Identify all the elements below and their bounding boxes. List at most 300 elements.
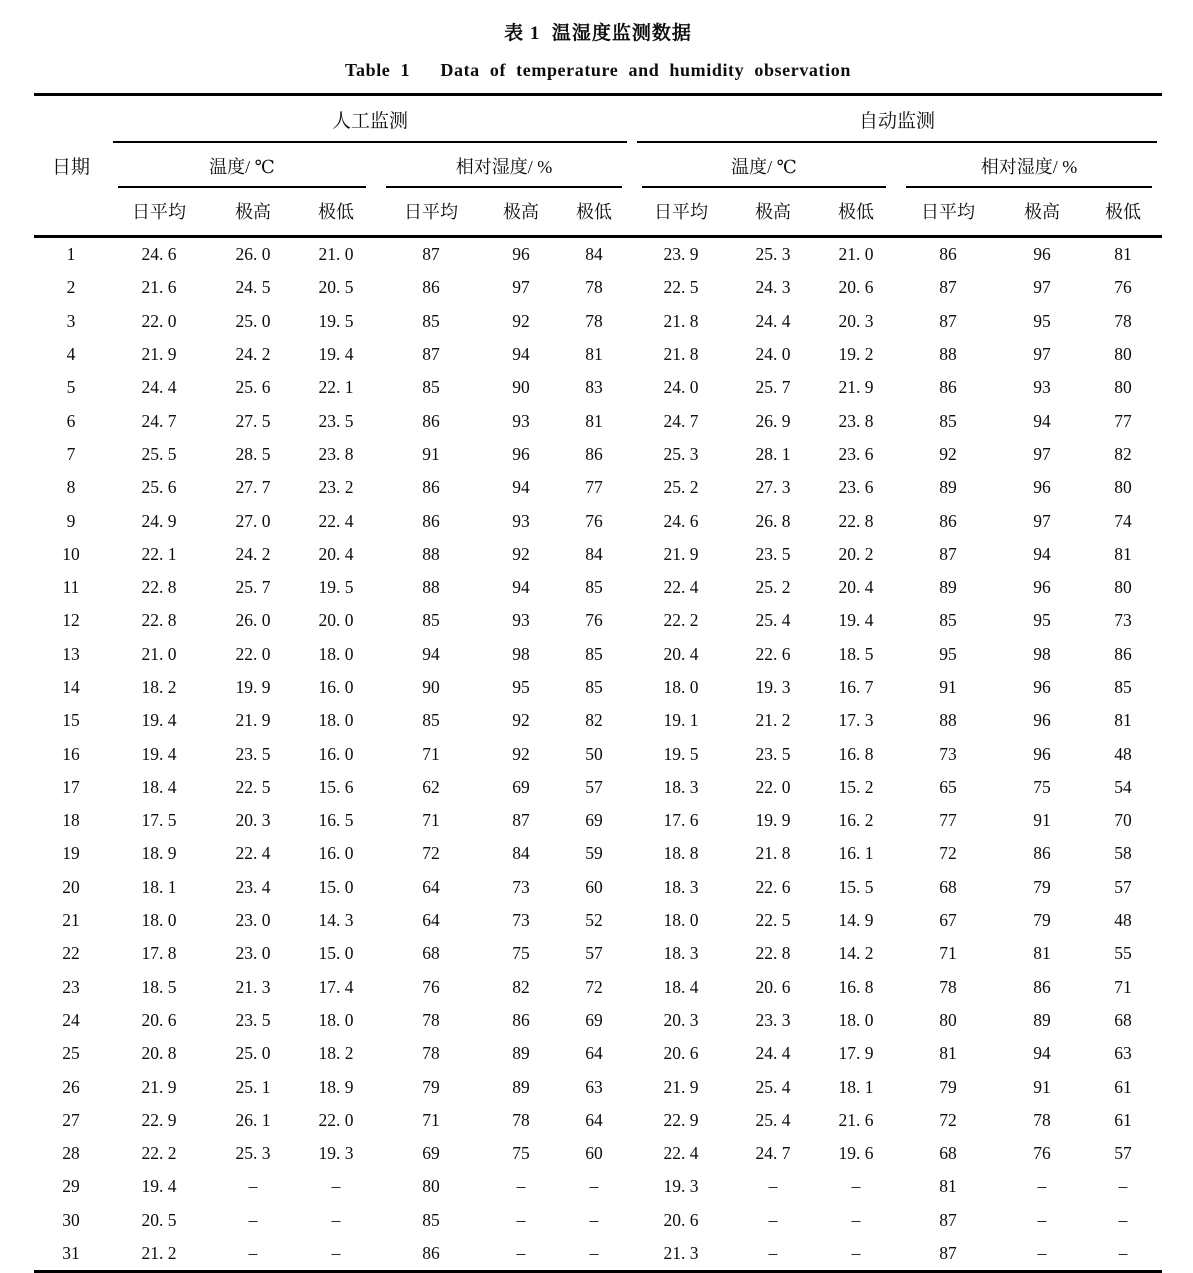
value-cell: 87 — [422, 244, 440, 265]
value-cell: 88 — [422, 543, 440, 564]
date-cell: 21 — [62, 910, 80, 931]
header-group-auto — [632, 95, 1162, 144]
value-cell: 86 — [939, 377, 957, 398]
value-cell: 62 — [422, 776, 440, 797]
value-cell: 89 — [512, 1043, 530, 1064]
value-cell: 78 — [939, 976, 957, 997]
value-cell: 24. 6 — [663, 510, 699, 531]
value-cell: 81 — [1114, 244, 1132, 265]
value-cell: 85 — [422, 377, 440, 398]
value-cell: 16. 0 — [318, 677, 354, 697]
value-cell: 18. 8 — [663, 843, 699, 864]
value-cell: 19. 2 — [838, 344, 874, 365]
value-cell: 21. 9 — [235, 710, 271, 731]
value-cell: 80 — [422, 1176, 440, 1197]
value-cell: 68 — [1114, 1009, 1132, 1030]
value-cell: 21. 0 — [318, 244, 354, 265]
value-cell: 93 — [512, 610, 530, 631]
header-leaf-max-auto-humidity: 极高 — [1024, 202, 1060, 222]
value-cell: 22. 5 — [235, 776, 271, 797]
value-cell: 25. 0 — [235, 310, 271, 331]
value-cell: 90 — [422, 677, 440, 697]
value-cell: 22. 0 — [318, 1109, 354, 1130]
value-cell: 23. 8 — [838, 410, 874, 431]
value-cell: 97 — [512, 277, 530, 298]
value-cell: 23. 4 — [235, 876, 271, 897]
value-cell: 17. 8 — [141, 943, 177, 964]
date-cell: 9 — [66, 510, 76, 531]
value-cell: 86 — [1114, 643, 1132, 664]
value-cell: 18. 0 — [838, 1009, 874, 1030]
table-row — [34, 404, 1162, 437]
date-cell: 14 — [62, 677, 80, 697]
value-cell: 63 — [1114, 1043, 1132, 1064]
value-cell: – — [248, 1209, 258, 1230]
value-cell: 57 — [1114, 1143, 1132, 1164]
value-cell: 21. 8 — [663, 344, 699, 365]
value-cell: 81 — [585, 410, 603, 431]
header-leaf-min-manual-humidity: 极低 — [576, 202, 612, 222]
value-cell: 48 — [1114, 910, 1132, 931]
value-cell: 19. 9 — [235, 677, 271, 697]
value-cell: 97 — [1033, 344, 1051, 365]
table-row — [34, 638, 1162, 671]
value-cell: 22. 4 — [663, 1143, 699, 1164]
value-cell: 23. 6 — [838, 477, 874, 498]
value-cell: 63 — [585, 1076, 603, 1097]
value-cell: 76 — [1114, 277, 1132, 298]
value-cell: 96 — [1033, 477, 1051, 498]
date-cell: 18 — [62, 810, 80, 831]
value-cell: 94 — [422, 643, 440, 664]
value-cell: 57 — [1114, 876, 1132, 897]
value-cell: 94 — [1033, 543, 1051, 564]
value-cell: 22. 8 — [755, 943, 791, 964]
value-cell: 87 — [422, 344, 440, 365]
value-cell: 18. 0 — [318, 710, 354, 731]
value-cell: 94 — [1033, 1043, 1051, 1064]
value-cell: 20. 3 — [663, 1009, 699, 1030]
value-cell: 79 — [422, 1076, 440, 1097]
value-cell: 89 — [939, 477, 957, 498]
value-cell: 86 — [1033, 843, 1051, 864]
value-cell: 25. 0 — [235, 1043, 271, 1064]
value-cell: 20. 4 — [838, 577, 874, 598]
value-cell: 68 — [422, 943, 440, 964]
value-cell: 27. 0 — [235, 510, 271, 531]
value-cell: 83 — [585, 377, 603, 398]
value-cell: 21. 9 — [838, 377, 874, 398]
value-cell: 86 — [422, 510, 440, 531]
value-cell: – — [331, 1243, 341, 1264]
header-leaf-avg-manual-humidity: 日平均 — [404, 202, 458, 222]
value-cell: 21. 2 — [755, 710, 791, 731]
value-cell: 76 — [422, 976, 440, 997]
value-cell: 20. 6 — [755, 976, 791, 997]
value-cell: 20. 0 — [318, 610, 354, 631]
value-cell: 50 — [585, 743, 603, 764]
value-cell: 85 — [422, 710, 440, 731]
value-cell: 86 — [422, 410, 440, 431]
value-cell: 81 — [585, 344, 603, 365]
date-cell: 13 — [62, 643, 80, 664]
header-row-leaves — [34, 188, 1162, 237]
value-cell: 25. 4 — [755, 610, 791, 631]
value-cell: 24. 0 — [663, 377, 699, 398]
value-cell: 79 — [1033, 910, 1051, 931]
value-cell: 72 — [939, 843, 957, 864]
value-cell: 80 — [1114, 344, 1132, 365]
table-caption-cn: 表 1 温湿度监测数据 — [504, 23, 692, 44]
value-cell: 19. 9 — [755, 810, 791, 831]
value-cell: 96 — [1033, 677, 1051, 697]
value-cell: – — [768, 1209, 778, 1230]
value-cell: 19. 1 — [663, 710, 699, 731]
value-cell: 86 — [939, 244, 957, 265]
value-cell: 20. 3 — [235, 810, 271, 831]
value-cell: 23. 8 — [318, 443, 354, 464]
value-cell: 85 — [422, 610, 440, 631]
value-cell: 22. 5 — [663, 277, 699, 298]
value-cell: 23. 5 — [318, 410, 354, 431]
value-cell: 22. 5 — [755, 910, 791, 931]
value-cell: 73 — [939, 743, 957, 764]
value-cell: 91 — [939, 677, 957, 697]
value-cell: 18. 0 — [318, 643, 354, 664]
table-row — [34, 1137, 1162, 1170]
value-cell: 80 — [1114, 377, 1132, 398]
value-cell: 16. 1 — [838, 843, 874, 864]
value-cell: 64 — [585, 1043, 603, 1064]
value-cell: 25. 4 — [755, 1076, 791, 1097]
value-cell: 96 — [512, 443, 530, 464]
value-cell: – — [589, 1243, 599, 1264]
value-cell: 69 — [585, 810, 603, 831]
value-cell: – — [851, 1209, 861, 1230]
value-cell: 25. 6 — [235, 377, 271, 398]
header-group-auto-label: 自动监测 — [637, 96, 1157, 143]
value-cell: 61 — [1114, 1109, 1132, 1130]
value-cell: 18. 0 — [141, 910, 177, 931]
value-cell: 19. 3 — [755, 677, 791, 697]
value-cell: 18. 2 — [318, 1043, 354, 1064]
value-cell: 22. 8 — [141, 577, 177, 598]
table-row — [34, 237, 1162, 272]
value-cell: 60 — [585, 876, 603, 897]
value-cell: 18. 9 — [318, 1076, 354, 1097]
value-cell: 23. 0 — [235, 910, 271, 931]
value-cell: 78 — [422, 1043, 440, 1064]
value-cell: 91 — [1033, 1076, 1051, 1097]
date-cell: 28 — [62, 1143, 80, 1164]
value-cell: 24. 4 — [141, 377, 177, 398]
header-leaf-avg-manual-temp: 日平均 — [132, 202, 186, 222]
value-cell: – — [516, 1176, 526, 1197]
table-row — [34, 1037, 1162, 1070]
value-cell: 24. 4 — [755, 310, 791, 331]
header-leaf-avg-auto-temp: 日平均 — [654, 202, 708, 222]
value-cell: 22. 4 — [318, 510, 354, 531]
value-cell: 25. 4 — [755, 1109, 791, 1130]
value-cell: 16. 5 — [318, 810, 354, 831]
value-cell: 69 — [512, 776, 530, 797]
value-cell: 80 — [1114, 477, 1132, 498]
value-cell: 64 — [422, 910, 440, 931]
value-cell: 78 — [512, 1109, 530, 1130]
value-cell: 24. 6 — [141, 244, 177, 265]
value-cell: 20. 5 — [318, 277, 354, 298]
table-row — [34, 504, 1162, 537]
value-cell: 20. 4 — [663, 643, 699, 664]
value-cell: 85 — [422, 310, 440, 331]
value-cell: 96 — [1033, 244, 1051, 265]
value-cell: – — [516, 1209, 526, 1230]
table-row — [34, 1070, 1162, 1103]
table-row — [34, 904, 1162, 937]
value-cell: 14. 2 — [838, 943, 874, 964]
value-cell: 22. 0 — [755, 776, 791, 797]
value-cell: 96 — [1033, 743, 1051, 764]
value-cell: 24. 4 — [755, 1043, 791, 1064]
value-cell: 91 — [422, 443, 440, 464]
date-cell: 27 — [62, 1109, 80, 1130]
header-leaf-max-manual-temp: 极高 — [235, 202, 271, 222]
value-cell: 71 — [939, 943, 957, 964]
value-cell: 68 — [939, 1143, 957, 1164]
value-cell: 20. 6 — [838, 277, 874, 298]
value-cell: 95 — [512, 677, 530, 697]
value-cell: 92 — [939, 443, 957, 464]
value-cell: 15. 6 — [318, 776, 354, 797]
value-cell: – — [331, 1209, 341, 1230]
value-cell: 24. 2 — [235, 344, 271, 365]
value-cell: 23. 2 — [318, 477, 354, 498]
value-cell: 78 — [585, 277, 603, 298]
value-cell: 22. 4 — [235, 843, 271, 864]
value-cell: 16. 8 — [838, 976, 874, 997]
value-cell: 20. 3 — [838, 310, 874, 331]
table-row — [34, 371, 1162, 404]
value-cell: 17. 6 — [663, 810, 699, 831]
value-cell: 18. 3 — [663, 943, 699, 964]
value-cell: 20. 6 — [141, 1009, 177, 1030]
value-cell: 27. 5 — [235, 410, 271, 431]
value-cell: 85 — [422, 1209, 440, 1230]
value-cell: 18. 5 — [838, 643, 874, 664]
value-cell: 96 — [1033, 710, 1051, 731]
value-cell: – — [589, 1209, 599, 1230]
value-cell: 14. 3 — [318, 910, 354, 931]
value-cell: 18. 5 — [141, 976, 177, 997]
table-row — [34, 338, 1162, 371]
value-cell: 89 — [1033, 1009, 1051, 1030]
table-header — [34, 95, 1162, 237]
table-row — [34, 271, 1162, 304]
value-cell: 24. 7 — [663, 410, 699, 431]
date-cell: 1 — [66, 244, 76, 265]
date-cell: 29 — [62, 1176, 80, 1197]
value-cell: 94 — [1033, 410, 1051, 431]
value-cell: 64 — [422, 876, 440, 897]
value-cell: 95 — [1033, 610, 1051, 631]
value-cell: 78 — [1114, 310, 1132, 331]
value-cell: 67 — [939, 910, 957, 931]
value-cell: 87 — [939, 1243, 957, 1264]
value-cell: 18. 1 — [838, 1076, 874, 1097]
value-cell: – — [851, 1243, 861, 1264]
header-leaf-min-auto-humidity: 极低 — [1105, 202, 1141, 222]
value-cell: 16. 0 — [318, 743, 354, 764]
value-cell: 76 — [1033, 1143, 1051, 1164]
value-cell: 22. 9 — [663, 1109, 699, 1130]
value-cell: 75 — [512, 943, 530, 964]
table-row — [34, 1237, 1162, 1272]
value-cell: 25. 3 — [663, 443, 699, 464]
value-cell: 28. 1 — [755, 443, 791, 464]
value-cell: 21. 8 — [755, 843, 791, 864]
header-row-groups — [34, 95, 1162, 144]
value-cell: – — [768, 1243, 778, 1264]
value-cell: 55 — [1114, 943, 1132, 964]
value-cell: 60 — [585, 1143, 603, 1164]
value-cell: 86 — [1033, 976, 1051, 997]
value-cell: 76 — [585, 510, 603, 531]
value-cell: 57 — [585, 943, 603, 964]
value-cell: 19. 4 — [141, 710, 177, 731]
value-cell: 85 — [585, 577, 603, 598]
value-cell: 87 — [939, 543, 957, 564]
value-cell: 88 — [939, 710, 957, 731]
table-row — [34, 1204, 1162, 1237]
value-cell: 85 — [939, 610, 957, 631]
value-cell: 15. 5 — [838, 876, 874, 897]
table-row — [34, 1004, 1162, 1037]
date-cell: 6 — [66, 410, 76, 431]
value-cell: 22. 8 — [838, 510, 874, 531]
table-row — [34, 937, 1162, 970]
value-cell: 93 — [1033, 377, 1051, 398]
value-cell: 18. 4 — [141, 776, 177, 797]
value-cell: 89 — [939, 577, 957, 598]
value-cell: 23. 5 — [235, 1009, 271, 1030]
value-cell: 52 — [585, 910, 603, 931]
value-cell: 18. 1 — [141, 876, 177, 897]
value-cell: 69 — [585, 1009, 603, 1030]
value-cell: 64 — [585, 1109, 603, 1130]
value-cell: 93 — [512, 410, 530, 431]
value-cell: 26. 8 — [755, 510, 791, 531]
value-cell: 71 — [422, 1109, 440, 1130]
value-cell: – — [768, 1176, 778, 1197]
table-row — [34, 1170, 1162, 1203]
value-cell: 81 — [1114, 710, 1132, 731]
date-cell: 10 — [62, 543, 80, 564]
value-cell: 77 — [1114, 410, 1132, 431]
value-cell: 87 — [512, 810, 530, 831]
value-cell: 22. 6 — [755, 876, 791, 897]
value-cell: 76 — [585, 610, 603, 631]
value-cell: 98 — [1033, 643, 1051, 664]
value-cell: 79 — [939, 1076, 957, 1097]
value-cell: 18. 0 — [663, 910, 699, 931]
value-cell: 92 — [512, 743, 530, 764]
value-cell: – — [331, 1176, 341, 1197]
value-cell: – — [1118, 1209, 1128, 1230]
value-cell: 19. 4 — [141, 743, 177, 764]
table-row — [34, 1104, 1162, 1137]
observation-table — [34, 93, 1162, 1273]
table-row — [34, 737, 1162, 770]
value-cell: 84 — [585, 543, 603, 564]
header-group-manual-label: 人工监测 — [113, 96, 627, 143]
value-cell: 85 — [939, 410, 957, 431]
header-leaf-max-manual-humidity: 极高 — [503, 202, 539, 222]
value-cell: 18. 4 — [663, 976, 699, 997]
value-cell: 58 — [1114, 843, 1132, 864]
value-cell: 78 — [1033, 1109, 1051, 1130]
date-cell: 26 — [62, 1076, 80, 1097]
value-cell: 21. 9 — [663, 543, 699, 564]
date-cell: 12 — [62, 610, 80, 631]
value-cell: 22. 6 — [755, 643, 791, 664]
value-cell: 75 — [512, 1143, 530, 1164]
value-cell: 86 — [512, 1009, 530, 1030]
value-cell: 87 — [939, 310, 957, 331]
value-cell: 21. 6 — [141, 277, 177, 298]
value-cell: 19. 5 — [318, 310, 354, 331]
value-cell: – — [1118, 1176, 1128, 1197]
value-cell: 90 — [512, 377, 530, 398]
value-cell: 15. 2 — [838, 776, 874, 797]
value-cell: 27. 7 — [235, 477, 271, 498]
header-leaf-min-manual-temp: 极低 — [318, 202, 354, 222]
value-cell: 71 — [422, 743, 440, 764]
value-cell: 20. 6 — [663, 1209, 699, 1230]
value-cell: 54 — [1114, 776, 1132, 797]
header-sub-humidity-manual-label: 相对湿度/ % — [386, 143, 622, 188]
value-cell: 16. 8 — [838, 743, 874, 764]
value-cell: 20. 6 — [663, 1043, 699, 1064]
value-cell: 24. 0 — [755, 344, 791, 365]
value-cell: 94 — [512, 577, 530, 598]
value-cell: 25. 1 — [235, 1076, 271, 1097]
value-cell: 20. 8 — [141, 1043, 177, 1064]
header-sub-temp-manual — [108, 143, 376, 188]
date-cell: 20 — [62, 876, 80, 897]
value-cell: 96 — [1033, 577, 1051, 598]
value-cell: 78 — [422, 1009, 440, 1030]
value-cell: 20. 5 — [141, 1209, 177, 1230]
value-cell: 15. 0 — [318, 943, 354, 964]
value-cell: 71 — [422, 810, 440, 831]
table-row — [34, 471, 1162, 504]
value-cell: 18. 2 — [141, 677, 177, 697]
value-cell: 24. 3 — [755, 277, 791, 298]
value-cell: 94 — [512, 477, 530, 498]
value-cell: 22. 2 — [663, 610, 699, 631]
value-cell: 19. 6 — [838, 1143, 874, 1164]
value-cell: 21. 0 — [141, 643, 177, 664]
value-cell: 84 — [585, 244, 603, 265]
value-cell: 25. 2 — [755, 577, 791, 598]
value-cell: 87 — [939, 1209, 957, 1230]
date-cell: 19 — [62, 843, 80, 864]
table-row — [34, 305, 1162, 338]
value-cell: 78 — [585, 310, 603, 331]
value-cell: 25. 5 — [141, 443, 177, 464]
value-cell: 23. 5 — [755, 743, 791, 764]
value-cell: 16. 0 — [318, 843, 354, 864]
